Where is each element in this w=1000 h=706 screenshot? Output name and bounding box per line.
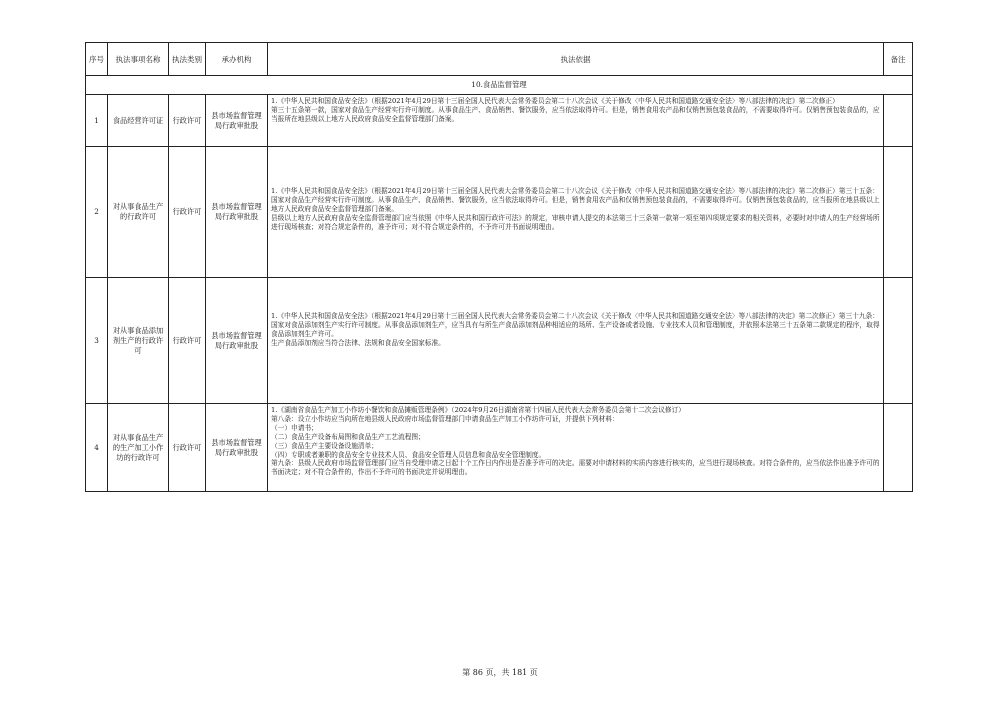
row-seq: 4 bbox=[86, 404, 108, 492]
row-agency: 县市场监督管理局行政审批股 bbox=[206, 278, 268, 404]
table-row bbox=[86, 147, 913, 278]
row-category: 行政许可 bbox=[169, 278, 206, 404]
header-seq: 序号 bbox=[86, 43, 108, 76]
header-basis: 执法依据 bbox=[268, 43, 884, 76]
table-row bbox=[86, 95, 913, 147]
header-category: 执法类别 bbox=[169, 43, 206, 76]
row-agency: 县市场监督管理局行政审批股 bbox=[206, 147, 268, 278]
enforcement-table bbox=[85, 42, 913, 492]
header-remark: 备注 bbox=[884, 43, 913, 76]
row-remark bbox=[884, 278, 913, 404]
section-row bbox=[86, 76, 913, 95]
row-item: 对从事食品生产的生产加工小作坊的行政许可 bbox=[108, 404, 169, 492]
row-category: 行政许可 bbox=[169, 147, 206, 278]
row-remark bbox=[884, 147, 913, 278]
row-agency: 县市场监督管理局行政审批股 bbox=[206, 95, 268, 147]
table-row bbox=[86, 278, 913, 404]
row-seq: 2 bbox=[86, 147, 108, 278]
row-agency: 县市场监督管理局行政审批股 bbox=[206, 404, 268, 492]
row-category: 行政许可 bbox=[169, 404, 206, 492]
header-agency: 承办机构 bbox=[206, 43, 268, 76]
row-seq: 1 bbox=[86, 95, 108, 147]
section-title: 10.食品监督管理 bbox=[86, 76, 913, 95]
enforcement-table-sheet bbox=[85, 42, 912, 492]
row-basis: 1.《中华人民共和国食品安全法》（根据2021年4月29日第十三届全国人民代表大会常务委员会第二十八次会议《关于修改〈中华人民共和国道路交通安全法〉等八部法律的决定》第二次修正）第三十九条：国家对食品添加剂生产实行许可制度。从事食品添加剂生产，应当具有与所生产食品添加剂品种相适应的场所、生产设备或者设施、专业技术人员和管理制度，并依照本法第三十五条第二款规定的程序，取得食品添加剂生产许可。 生产食品添加剂应当符合法律、法规和食品安全国家标准。 bbox=[268, 278, 884, 404]
row-basis: 1.《中华人民共和国食品安全法》（根据2021年4月29日第十三届全国人民代表大会常务委员会第二十八次会议《关于修改〈中华人民共和国道路交通安全法〉等八部法律的决定》第二次修正） 第三十五条第一款，国家对食品生产经营实行许可制度。从事食品生产、食品销售、餐饮服务，应当依法取得许可。但是，销售食用农产品和仅销售预包装食品的，不需要取得许可。仅销售预包装食品的，应当报所在地县级以上地方人民政府食品安全监督管理部门备案。 bbox=[268, 95, 884, 147]
row-item: 食品经营许可证 bbox=[108, 95, 169, 147]
header-row bbox=[86, 43, 913, 76]
header-item: 执法事项名称 bbox=[108, 43, 169, 76]
page-number: 第 86 页，共 181 页 bbox=[462, 668, 538, 677]
row-remark bbox=[884, 404, 913, 492]
row-item: 对从事食品生产的行政许可 bbox=[108, 147, 169, 278]
row-remark bbox=[884, 95, 913, 147]
table-row bbox=[86, 404, 913, 492]
row-basis: 1.《湖南省食品生产加工小作坊小餐饮和食品摊贩管理条例》（2024年9月26日湖南省第十四届人民代表大会常务委员会第十二次会议修订） 第八条：设立小作坊应当向所在地县级人民政府市场监督管理部门申请食品生产加工小作坊许可证，并提供下列材料： （一）申请书； （二）食品生产设备布局图和食品生产工艺流程图； （三）食品生产主要设备设施清单； （四）专职或者兼职的食品安全专业技术人员、食品安全管理人员信息和食品安全管理制度。 第九条：县级人民政府市场监督管理部门应当自受理申请之日起十个工作日内作出是否准予许可的决定。需要对申请材料的实质内容进行核实的，应当进行现场核查。对符合条件的，应当依法作出准予许可的书面决定；对不符合条件的，作出不予许可的书面决定并说明理由。 bbox=[268, 404, 884, 492]
row-seq: 3 bbox=[86, 278, 108, 404]
row-item: 对从事食品添加剂生产的行政许可 bbox=[108, 278, 169, 404]
row-basis: 1.《中华人民共和国食品安全法》（根据2021年4月29日第十三届全国人民代表大会常务委员会第二十八次会议《关于修改〈中华人民共和国道路交通安全法〉等八部法律的决定》第二次修正）第三十五条：国家对食品生产经营实行许可制度。从事食品生产、食品销售、餐饮服务，应当依法取得许可。但是，销售食用农产品和仅销售预包装食品的，不需要取得许可。仅销售预包装食品的，应当报所在地县级以上地方人民政府食品安全监督管理部门备案。 县级以上地方人民政府食品安全监督管理部门应当依照《中华人民共和国行政许可法》的规定，审核申请人提交的本法第三十三条第一款第一项至第四项规定要求的相关资料，必要时对申请人的生产经营场所进行现场核查；对符合规定条件的，准予许可；对不符合规定条件的，不予许可并书面说明理由。 bbox=[268, 147, 884, 278]
row-category: 行政许可 bbox=[169, 95, 206, 147]
